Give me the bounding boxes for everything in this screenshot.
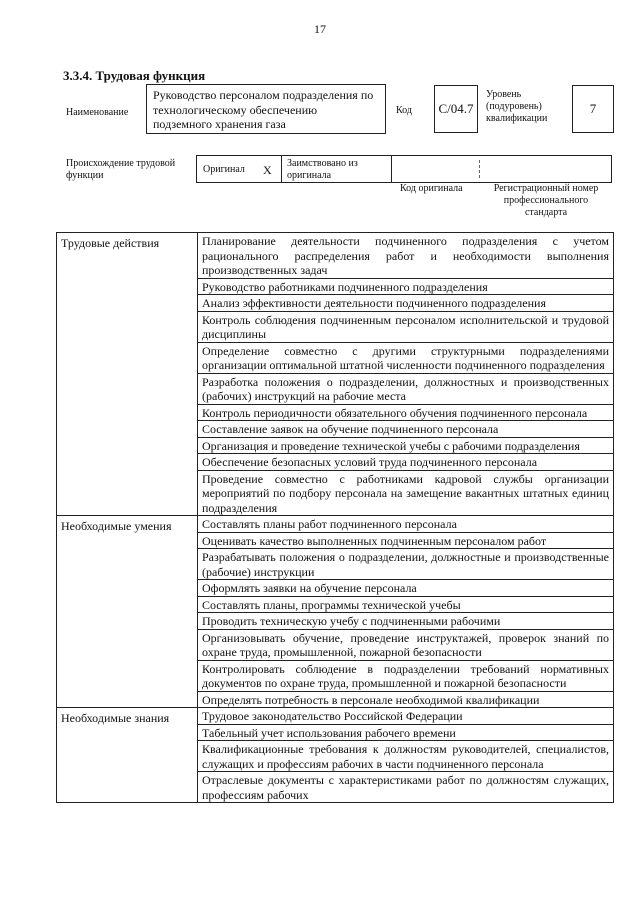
functions-table [56,232,614,803]
list-item: Составлять планы, программы технической учебы [198,596,614,613]
section-heading: 3.3.4. Трудовая функция [63,68,206,83]
origin-row [196,155,612,183]
list-item: Оформлять заявки на обучение персонала [198,580,614,597]
list-item: Разрабатывать положения о подразделении, должностные и производственные (рабочие) инструкции [198,549,614,580]
list-item: Квалификационные требования к должностям руководителей, специалистов, служащих и профессиям рабочих в части подчиненного персонала [198,741,614,772]
table-row [57,708,614,725]
name-label: Наименование [66,107,129,118]
group-title: Необходимые умения [57,516,198,708]
list-item: Отраслевые документы с характеристиками работ по должностям служащих, профессиям рабочих [198,772,614,803]
origin-cell-divider [281,156,282,182]
list-item: Проводить техническую учебу с подчиненными рабочими [198,613,614,630]
origin-original-label: Оригинал [203,164,245,175]
list-item: Руководство работниками подчиненного подразделения [198,278,614,295]
list-item: Контролировать соблюдение в подразделении требований нормативных документов по охране труда, промышленной и пожарной безопасности [198,660,614,691]
origin-dash-divider [479,160,480,178]
group-title: Трудовые действия [57,233,198,516]
table-row [57,516,614,533]
list-item: Составлять планы работ подчиненного персонала [198,516,614,533]
list-item: Определение совместно с другими структурными подразделениями организации оптимальной штатной численности подчиненного подразделения [198,342,614,373]
origin-mark: X [263,163,272,177]
table-row [57,233,614,279]
list-item: Составление заявок на обучение подчиненного персонала [198,421,614,438]
origin-borrowed-label: Заимствовано из оригинала [287,158,358,181]
list-item: Контроль периодичности обязательного обучения подчиненного персонала [198,404,614,421]
origin-cell-divider [391,156,392,182]
list-item: Определять потребность в персонале необходимой квалификации [198,691,614,708]
list-item: Табельный учет использования рабочего времени [198,724,614,741]
level-label: Уровень (подуровень) квалификации [486,89,548,124]
origin-label: Происхождение трудовой функции [66,158,176,181]
level-value-box: 7 [572,85,614,133]
list-item: Планирование деятельности подчиненного подразделения с учетом рационального распределения работ и необходимости выполнения производственных задач [198,233,614,279]
list-item: Проведение совместно с работниками кадровой службы организации мероприятий по подбору персонала на замещение вакантных штатных единиц подразделения [198,470,614,516]
reg-number-caption: Регистрационный номер профессионального стандарта [493,183,599,218]
group-title: Необходимые знания [57,708,198,803]
list-item: Трудовое законодательство Российской Федерации [198,708,614,725]
list-item: Контроль соблюдения подчиненным персоналом исполнительской и трудовой дисциплины [198,311,614,342]
function-name-box: Руководство персоналом подразделения по технологическому обеспечению подземного хранения газа [146,84,386,134]
list-item: Разработка положения о подразделении, должностных и производственных (рабочих) инструкций на рабочие места [198,373,614,404]
list-item: Оценивать качество выполненных подчиненным персоналом работ [198,532,614,549]
list-item: Обеспечение безопасных условий труда подчиненного персонала [198,454,614,471]
list-item: Организация и проведение технической учебы с рабочими подразделения [198,437,614,454]
code-label: Код [396,105,412,116]
code-value-box: С/04.7 [434,85,478,133]
list-item: Организовывать обучение, проведение инструктажей, проверок знаний по охране труда, промышленной, пожарной безопасности [198,629,614,660]
list-item: Анализ эффективности деятельности подчиненного подразделения [198,295,614,312]
code-original-caption: Код оригинала [400,183,463,194]
page-number: 17 [314,22,326,36]
